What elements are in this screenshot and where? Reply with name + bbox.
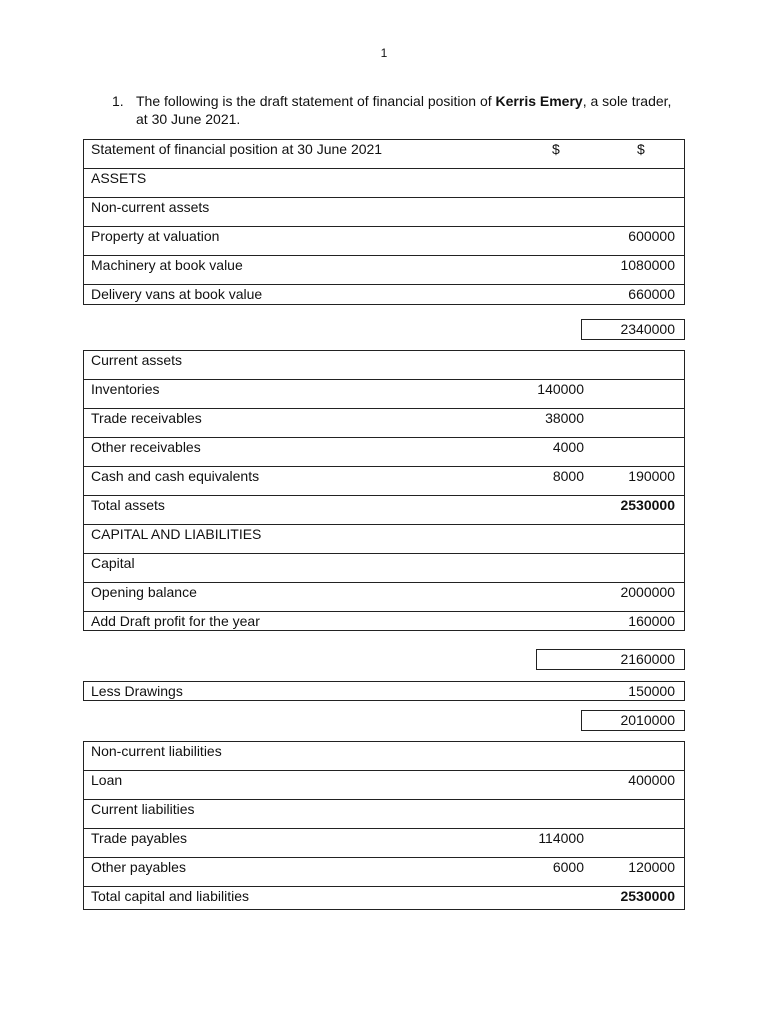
table-row (84, 285, 684, 305)
col2-header: $ (637, 141, 645, 157)
statement-title: Statement of financial position at 30 June 2021 (91, 141, 383, 157)
table-row (84, 612, 684, 631)
row-label: Current liabilities (91, 801, 195, 817)
row-label: Delivery vans at book value (91, 286, 263, 302)
row-label: Non-current assets (91, 199, 210, 215)
table-row (84, 829, 684, 858)
question-text-before: The following is the draft statement of financial position of (136, 93, 496, 109)
drawings-table (83, 681, 685, 701)
table-row (84, 496, 684, 525)
row-label: Property at valuation (91, 228, 220, 244)
table-row (84, 887, 684, 910)
assets-table (83, 139, 685, 305)
row-value: 120000 (628, 859, 675, 875)
table-row (84, 742, 684, 771)
row-label: Non-current liabilities (91, 743, 222, 759)
table-header-row (84, 140, 684, 169)
row-label: Machinery at book value (91, 257, 243, 273)
table-row (84, 169, 684, 198)
row-label: Other payables (91, 859, 186, 875)
row-value: 114000 (538, 830, 584, 846)
row-value: 1080000 (620, 257, 675, 273)
table-row (84, 198, 684, 227)
total-capital-liabilities-value: 2530000 (620, 888, 675, 904)
row-label: Cash and cash equivalents (91, 468, 260, 484)
row-value: 38000 (545, 410, 584, 426)
row-value: 660000 (628, 286, 675, 302)
table-row (84, 409, 684, 438)
row-label: Trade receivables (91, 410, 202, 426)
row-label: CAPITAL AND LIABILITIES (91, 526, 262, 542)
subtotal-box: 2160000 (536, 649, 685, 670)
table-row (84, 771, 684, 800)
table-row (84, 800, 684, 829)
table-row (84, 525, 684, 554)
row-label: Total assets (91, 497, 165, 513)
table-row (84, 682, 684, 701)
question-text-after: , a sole trader, (582, 93, 672, 109)
table-row (84, 467, 684, 496)
row-value: 2000000 (620, 584, 675, 600)
table-row (84, 227, 684, 256)
row-value: 4000 (552, 439, 584, 455)
row-label: Current assets (91, 352, 183, 368)
table-row (84, 351, 684, 380)
current-assets-capital-table (83, 350, 685, 631)
table-row (84, 256, 684, 285)
subtotal-box: 2340000 (581, 319, 685, 340)
row-label: Total capital and liabilities (91, 888, 249, 904)
table-row (84, 380, 684, 409)
table-row (84, 438, 684, 467)
subtotal-box: 2010000 (581, 710, 685, 731)
question-number: 1. (112, 93, 124, 109)
question-text (112, 92, 692, 128)
trader-name: Kerris Emery (495, 93, 583, 109)
row-label: Capital (91, 555, 135, 571)
liabilities-table (83, 741, 685, 910)
row-value: 400000 (628, 772, 675, 788)
row-label: Add Draft profit for the year (91, 613, 260, 629)
row-value: 600000 (628, 228, 675, 244)
row-value: 140000 (537, 381, 584, 397)
row-label: Other receivables (91, 439, 201, 455)
row-value: 160000 (628, 613, 675, 629)
row-value: 8000 (552, 468, 584, 484)
page-number: 1 (380, 46, 388, 60)
table-row (84, 858, 684, 887)
row-label: Opening balance (91, 584, 197, 600)
row-label: Inventories (91, 381, 160, 397)
row-value: 150000 (628, 683, 675, 699)
table-row (84, 583, 684, 612)
question-line2: at 30 June 2021. (136, 111, 241, 127)
table-row (84, 554, 684, 583)
row-value: 190000 (628, 468, 675, 484)
col1-header: $ (552, 141, 560, 157)
row-label: Less Drawings (91, 683, 183, 699)
total-assets-value: 2530000 (620, 497, 675, 513)
row-value: 6000 (552, 859, 584, 875)
row-label: Loan (91, 772, 123, 788)
row-label: ASSETS (91, 170, 147, 186)
row-label: Trade payables (91, 830, 187, 846)
